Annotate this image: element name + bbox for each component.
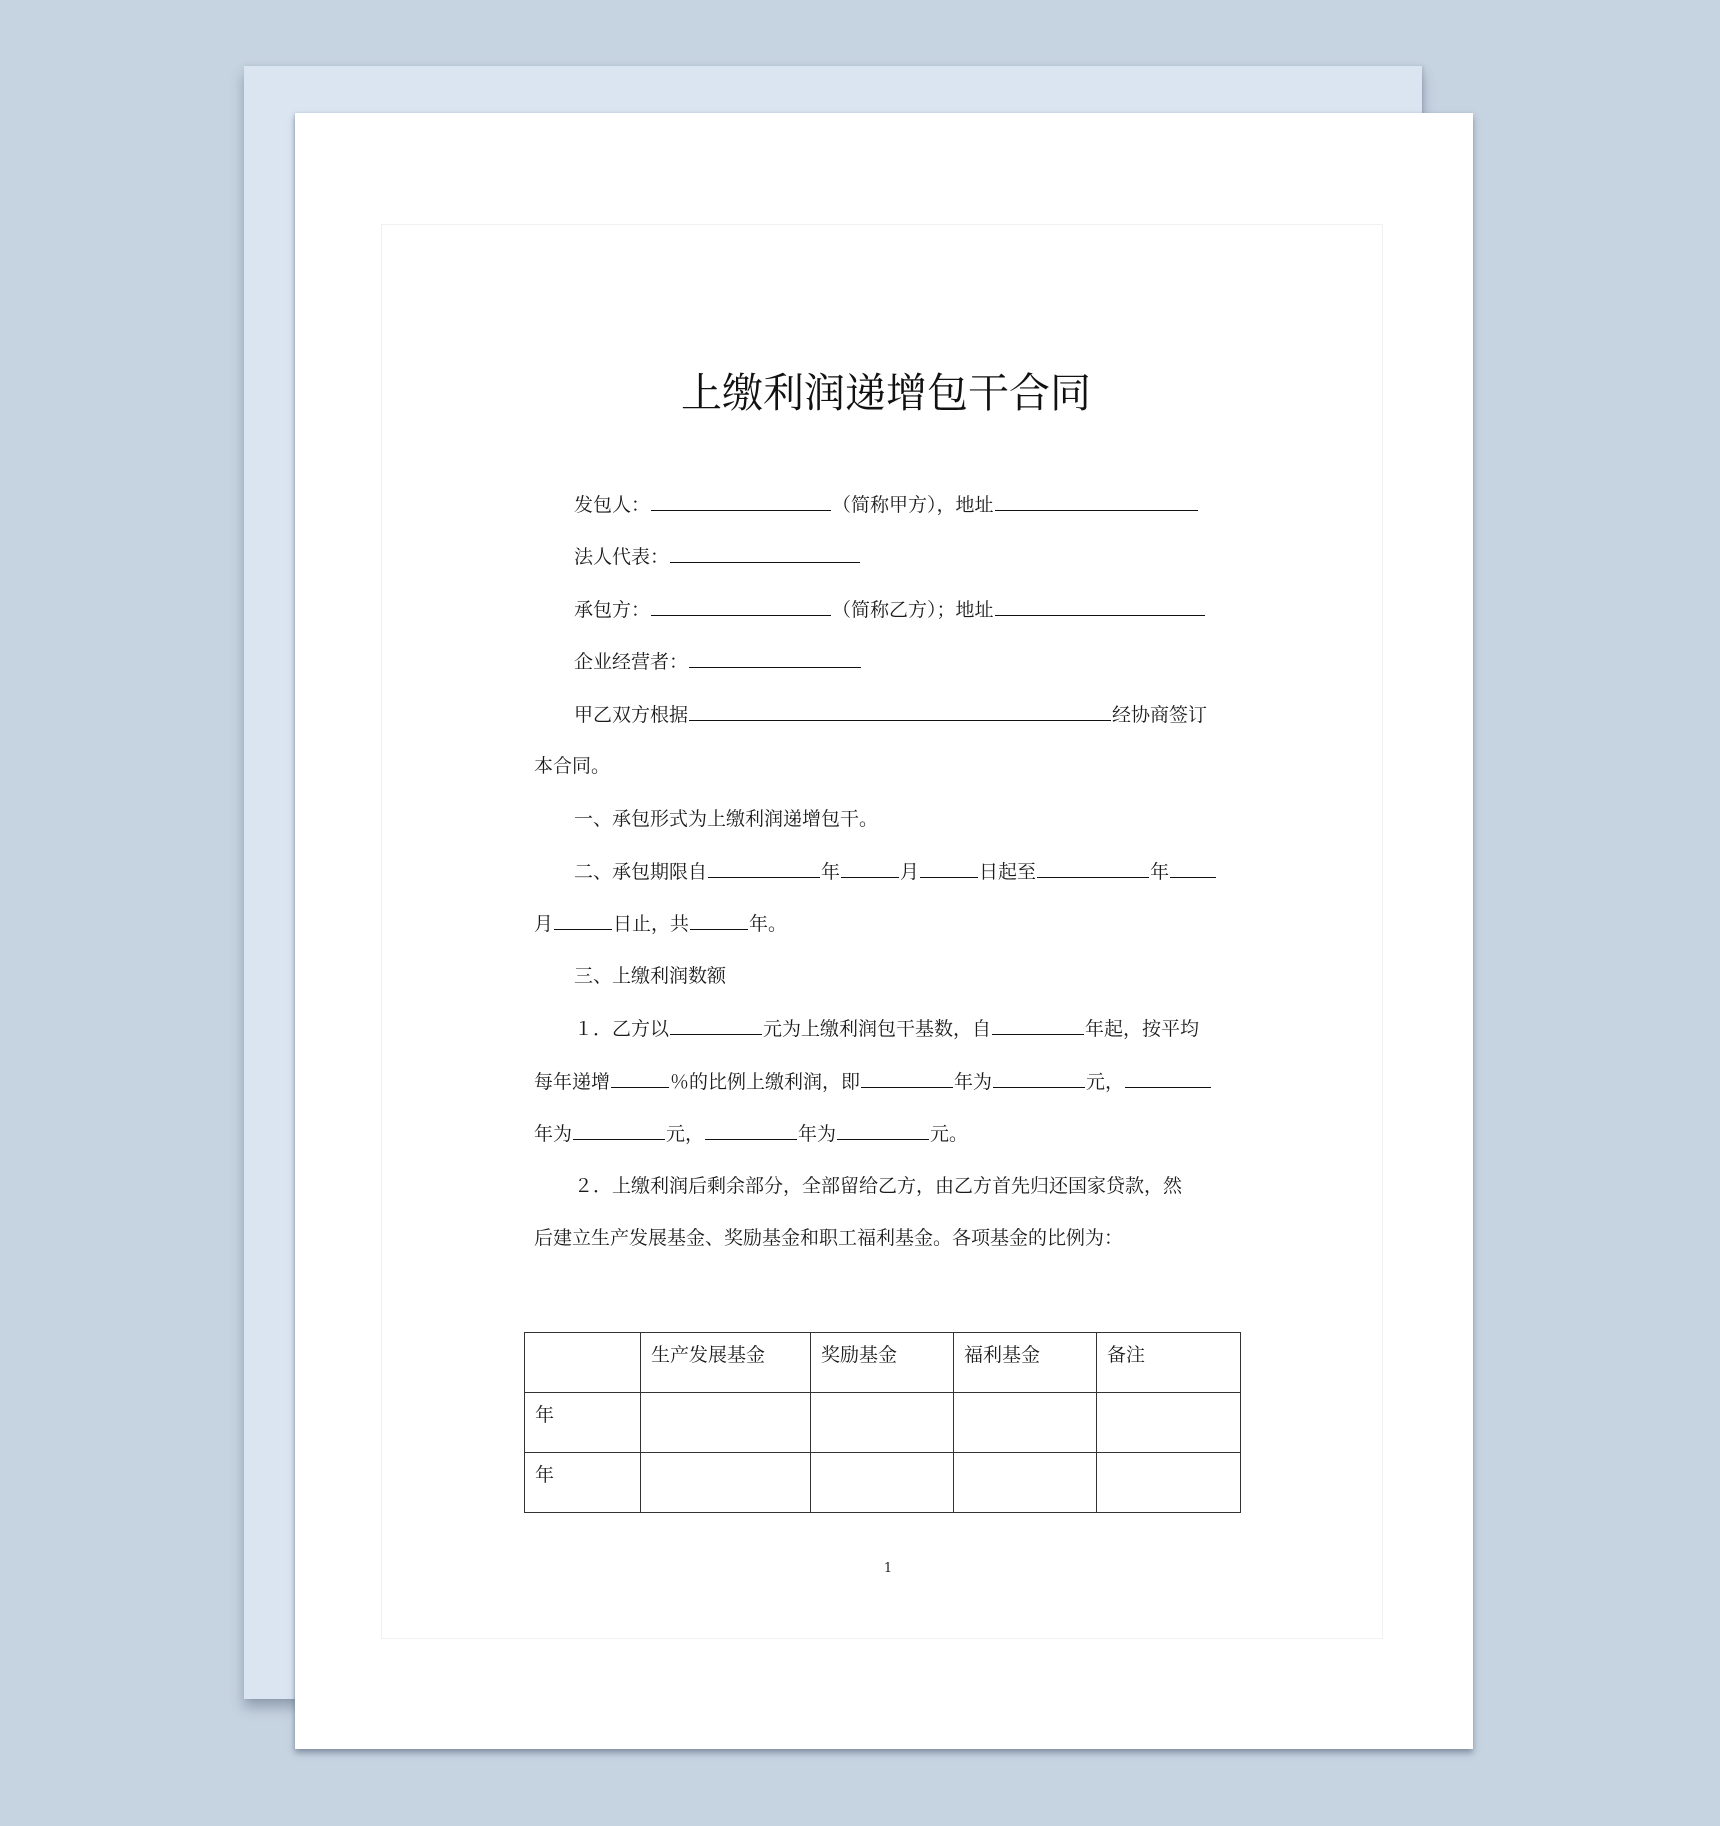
line-legal-representative xyxy=(574,541,861,571)
label-average: 年起，按平均 xyxy=(1085,1018,1200,1040)
label-issuer: 发包人： xyxy=(574,494,651,516)
clause-1-form: 一、承包形式为上缴利润递增包干。 xyxy=(574,808,879,830)
label-year-is: 年为 xyxy=(798,1123,837,1145)
blank-amount-2[interactable] xyxy=(573,1118,665,1140)
label-month: 月 xyxy=(534,913,554,935)
table-cell[interactable] xyxy=(641,1393,811,1453)
blank-total-years[interactable] xyxy=(690,908,748,930)
label-month: 月 xyxy=(900,861,920,883)
table-row xyxy=(525,1393,1241,1453)
table-cell[interactable] xyxy=(811,1453,954,1513)
blank-issuer-address[interactable] xyxy=(995,489,1198,511)
line-contractor-issuer xyxy=(574,489,1199,519)
clause-3-1-cont xyxy=(534,1066,1212,1096)
blank-basis[interactable] xyxy=(689,699,1111,721)
label-day-total: 日止，共 xyxy=(613,913,690,935)
blank-contractor-address[interactable] xyxy=(995,594,1205,616)
blank-base-year[interactable] xyxy=(992,1013,1084,1035)
table-header-cell xyxy=(525,1333,641,1393)
table-cell-year[interactable]: 年 xyxy=(525,1453,641,1513)
label-base-amount: １．乙方以 xyxy=(574,1018,670,1040)
clause-2-term-cont xyxy=(534,908,787,938)
label-contractor: 承包方： xyxy=(574,599,651,621)
table-header-cell: 备注 xyxy=(1097,1333,1241,1393)
clause-3-heading: 三、上缴利润数额 xyxy=(574,965,727,987)
clause-2-term xyxy=(574,856,1217,886)
blank-operator[interactable] xyxy=(689,646,861,668)
label-day-to: 日起至 xyxy=(979,861,1037,883)
line-enterprise-operator xyxy=(574,646,862,676)
blank-start-month[interactable] xyxy=(841,856,899,878)
label-percent-ratio: ％的比例上缴利润，即 xyxy=(670,1071,861,1093)
line-basis xyxy=(574,699,1207,729)
label-yuan: 元， xyxy=(666,1123,705,1145)
label-term-from: 二、承包期限自 xyxy=(574,861,708,883)
blank-year-3[interactable] xyxy=(705,1118,797,1140)
blank-year-2[interactable] xyxy=(1125,1066,1211,1088)
table-cell[interactable] xyxy=(811,1393,954,1453)
label-year-is: 年为 xyxy=(954,1071,993,1093)
label-contractor-short: （简称乙方）；地址 xyxy=(832,599,994,621)
page-number: 1 xyxy=(883,1561,893,1576)
label-operator: 企业经营者： xyxy=(574,651,689,673)
table-header-cell: 福利基金 xyxy=(954,1333,1097,1393)
blank-base-amount[interactable] xyxy=(670,1013,762,1035)
label-yuan-end: 元。 xyxy=(930,1123,969,1145)
table-cell-year[interactable]: 年 xyxy=(525,1393,641,1453)
label-base-from: 元为上缴利润包干基数，自 xyxy=(763,1018,992,1040)
label-annual-increase: 每年递增 xyxy=(534,1071,611,1093)
table-cell[interactable] xyxy=(1097,1453,1241,1513)
clause-3-1 xyxy=(574,1013,1199,1043)
table-row xyxy=(525,1453,1241,1513)
table-header-cell: 奖励基金 xyxy=(811,1333,954,1393)
document-page xyxy=(295,113,1473,1749)
table-header-row xyxy=(525,1333,1241,1393)
label-yuan: 元， xyxy=(1086,1071,1125,1093)
clause-3-2-cont: 后建立生产发展基金、奖励基金和职工福利基金。各项基金的比例为： xyxy=(534,1227,1124,1249)
label-basis-tail: 经协商签订 xyxy=(1112,704,1208,726)
blank-end-month[interactable] xyxy=(1170,856,1216,878)
fund-ratio-table xyxy=(524,1332,1241,1513)
blank-amount-3[interactable] xyxy=(837,1118,929,1140)
label-legal-rep: 法人代表： xyxy=(574,546,670,568)
label-year-end: 年。 xyxy=(749,913,788,935)
blank-year-1[interactable] xyxy=(861,1066,953,1088)
table-cell[interactable] xyxy=(954,1453,1097,1513)
blank-increase-percent[interactable] xyxy=(611,1066,669,1088)
label-issuer-short: （简称甲方），地址 xyxy=(832,494,994,516)
clause-3-2: ２．上缴利润后剩余部分，全部留给乙方，由乙方首先归还国家贷款，然 xyxy=(574,1175,1183,1197)
clause-3-1-cont2 xyxy=(534,1118,968,1148)
blank-end-year[interactable] xyxy=(1037,856,1149,878)
blank-issuer-name[interactable] xyxy=(651,489,831,511)
line-contractor xyxy=(574,594,1206,624)
blank-legal-rep[interactable] xyxy=(670,541,860,563)
table-cell[interactable] xyxy=(641,1453,811,1513)
blank-start-year[interactable] xyxy=(708,856,820,878)
blank-end-day[interactable] xyxy=(554,908,612,930)
line-this-contract: 本合同。 xyxy=(534,755,611,777)
label-year-is: 年为 xyxy=(534,1123,573,1145)
table-cell[interactable] xyxy=(1097,1393,1241,1453)
table-header-cell: 生产发展基金 xyxy=(641,1333,811,1393)
blank-amount-1[interactable] xyxy=(993,1066,1085,1088)
label-basis: 甲乙双方根据 xyxy=(574,704,689,726)
label-year: 年 xyxy=(1150,861,1170,883)
table-cell[interactable] xyxy=(954,1393,1097,1453)
label-year: 年 xyxy=(821,861,841,883)
document-title: 上缴利润递增包干合同 xyxy=(681,369,1091,417)
blank-start-day[interactable] xyxy=(920,856,978,878)
blank-contractor-name[interactable] xyxy=(651,594,831,616)
